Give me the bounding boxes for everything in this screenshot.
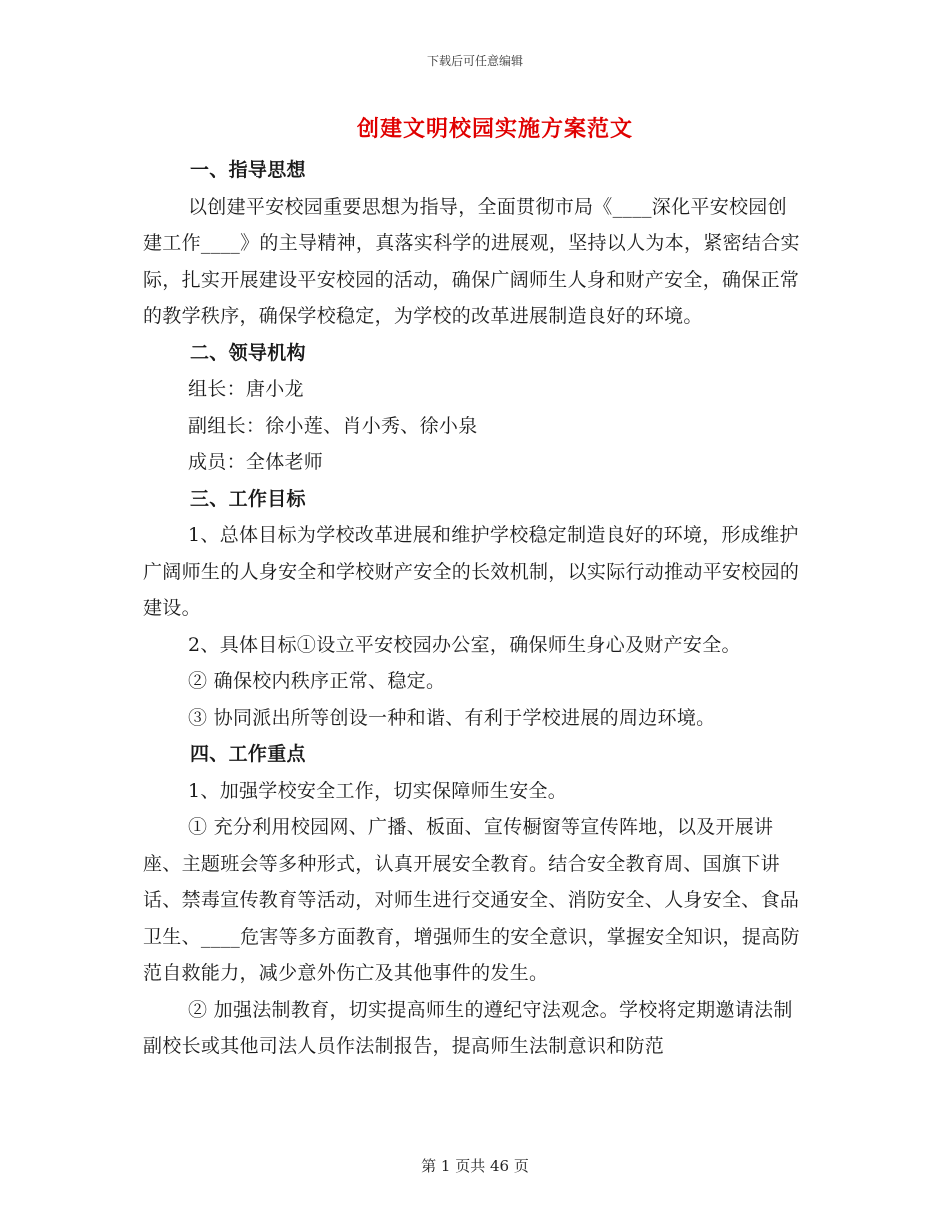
paragraph: ② 确保校内秩序正常、稳定。 (188, 670, 446, 692)
members-line: 成员：全体老师 (188, 451, 324, 473)
document-body (143, 152, 803, 1065)
document-title: 创建文明校园实施方案范文 (356, 116, 633, 142)
paragraph: 1、总体目标为学校改革进展和维护学校稳定制造良好的环境，形成维护广阔师生的人身安全和学校财产安全的长效机制，以实际行动推动平安校园的建设。 (143, 524, 800, 619)
paragraph: ② 加强法制教育，切实提高师生的遵纪守法观念。学校将定期邀请法制副校长或其他司法人员作法制报告，提高师生法制意识和防范 (143, 998, 793, 1057)
section-heading: 一、指导思想 (190, 159, 306, 181)
section-heading: 四、工作重点 (190, 743, 306, 765)
section-heading: 二、领导机构 (190, 341, 306, 364)
leader-line: 组长：唐小龙 (188, 378, 304, 400)
paragraph: ① 充分利用校园网、广播、板面、宣传橱窗等宣传阵地，以及开展讲座、主题班会等多种形式，认真开展安全教育。结合安全教育周、国旗下讲话、禁毒宣传教育等活动，对师生进行交通安全、消防安全、人身安全、食品卫生、____危害等多方面教育，增强师生的安全意识，掌握安全知识，提高防范自救能力，减少意外伤亡及其他事件的发生。 (143, 816, 800, 984)
header-note: 下载后可任意编辑 (426, 54, 523, 68)
paragraph: 2、具体目标①设立平安校园办公室，确保师生身心及财产安全。 (188, 633, 741, 656)
section-heading: 三、工作目标 (190, 487, 306, 510)
paragraph: ③ 协同派出所等创设一种和谐、有利于学校进展的周边环境。 (188, 706, 716, 729)
page-footer: 第 1 页共 46 页 (421, 1157, 529, 1175)
deputy-leader-line: 副组长：徐小莲、肖小秀、徐小泉 (188, 414, 478, 437)
paragraph: 以创建平安校园重要思想为指导，全面贯彻市局《____深化平安校园创建工作____》的主导精神，真落实科学的进展观，坚持以人为本，紧密结合实际，扎实开展建设平安校园的活动，确保广阔师生人身和财产安全，确保正常的教学秩序，确保学校稳定，为学校的改革进展制造良好的环境。 (143, 195, 800, 327)
paragraph: 1、加强学校安全工作，切实保障师生安全。 (188, 779, 568, 802)
